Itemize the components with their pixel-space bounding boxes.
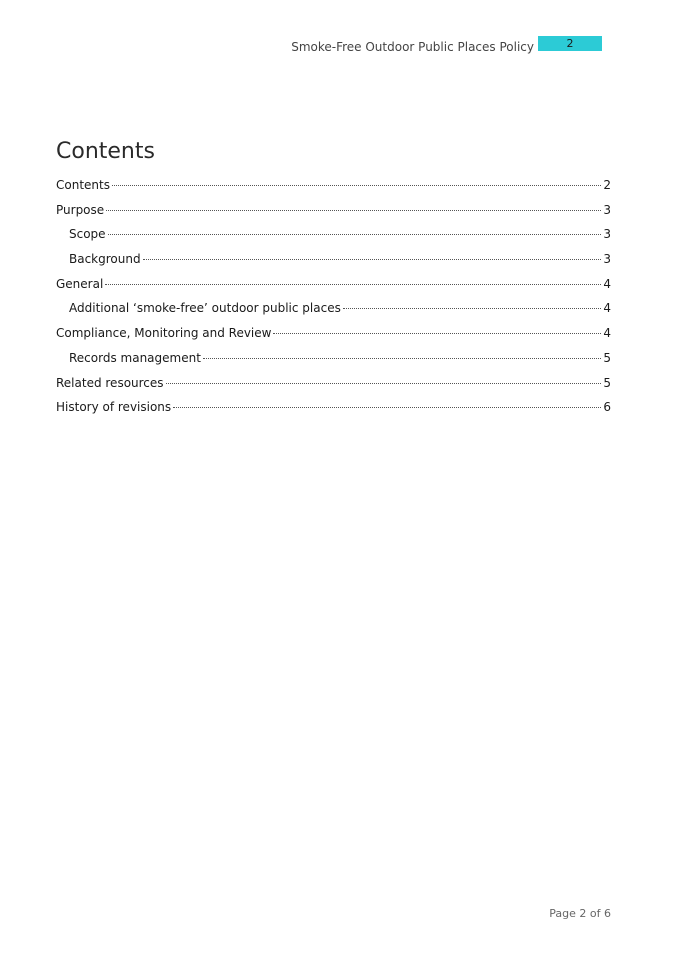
- toc-entry-page: 5: [603, 375, 611, 390]
- toc-entry-page: 3: [603, 227, 611, 242]
- toc-entry-label: History of revisions: [56, 400, 172, 415]
- toc-entry-compliance[interactable]: [56, 326, 611, 351]
- toc-entry-page: 4: [603, 326, 611, 341]
- toc-entry-scope[interactable]: [56, 227, 611, 252]
- toc-entry-contents[interactable]: [56, 178, 611, 203]
- contents-heading: Contents: [56, 139, 155, 164]
- toc-entry-label: Contents: [56, 178, 110, 192]
- toc-entry-additional-places[interactable]: [56, 301, 611, 326]
- toc-entry-label: Related resources: [56, 375, 164, 390]
- toc-dot-leader: [106, 210, 601, 211]
- toc-dot-leader: [203, 358, 601, 359]
- toc-entry-label: Records management: [69, 350, 201, 365]
- toc-dot-leader: [108, 234, 602, 235]
- toc-dot-leader: [173, 407, 601, 408]
- page-footer: Page 2 of 6: [549, 907, 611, 920]
- toc-dot-leader: [273, 333, 601, 334]
- page-number-badge: 2: [538, 36, 602, 51]
- toc-entry-label: General: [56, 276, 104, 291]
- toc-entry-label: Additional ‘smoke-free’ outdoor public places: [69, 301, 341, 316]
- toc-entry-page: 4: [603, 301, 611, 316]
- toc-entry-page: 3: [603, 252, 611, 267]
- toc-dot-leader: [105, 284, 601, 285]
- toc-entry-background[interactable]: [56, 252, 611, 277]
- toc-entry-label: Purpose: [56, 202, 105, 217]
- page-header: [0, 36, 675, 56]
- toc-dot-leader: [166, 383, 602, 384]
- toc-entry-history-of-revisions[interactable]: [56, 400, 611, 425]
- toc-entry-page: 4: [603, 276, 611, 291]
- toc-entry-purpose[interactable]: [56, 203, 611, 228]
- toc-dot-leader: [112, 185, 601, 186]
- toc-entry-label: Background: [69, 252, 141, 267]
- toc-dot-leader: [343, 308, 602, 309]
- toc-dot-leader: [143, 259, 602, 260]
- toc-entry-general[interactable]: [56, 277, 611, 302]
- document-title: Smoke-Free Outdoor Public Places Policy: [291, 40, 534, 54]
- toc-entry-records-management[interactable]: [56, 351, 611, 376]
- toc-entry-related-resources[interactable]: [56, 376, 611, 401]
- toc-entry-page: 2: [603, 178, 611, 192]
- toc-entry-label: Scope: [69, 227, 106, 242]
- toc-entry-page: 3: [603, 202, 611, 217]
- table-of-contents: [56, 178, 611, 425]
- toc-entry-label: Compliance, Monitoring and Review: [56, 326, 272, 341]
- toc-entry-page: 5: [603, 350, 611, 365]
- toc-entry-page: 6: [603, 400, 611, 415]
